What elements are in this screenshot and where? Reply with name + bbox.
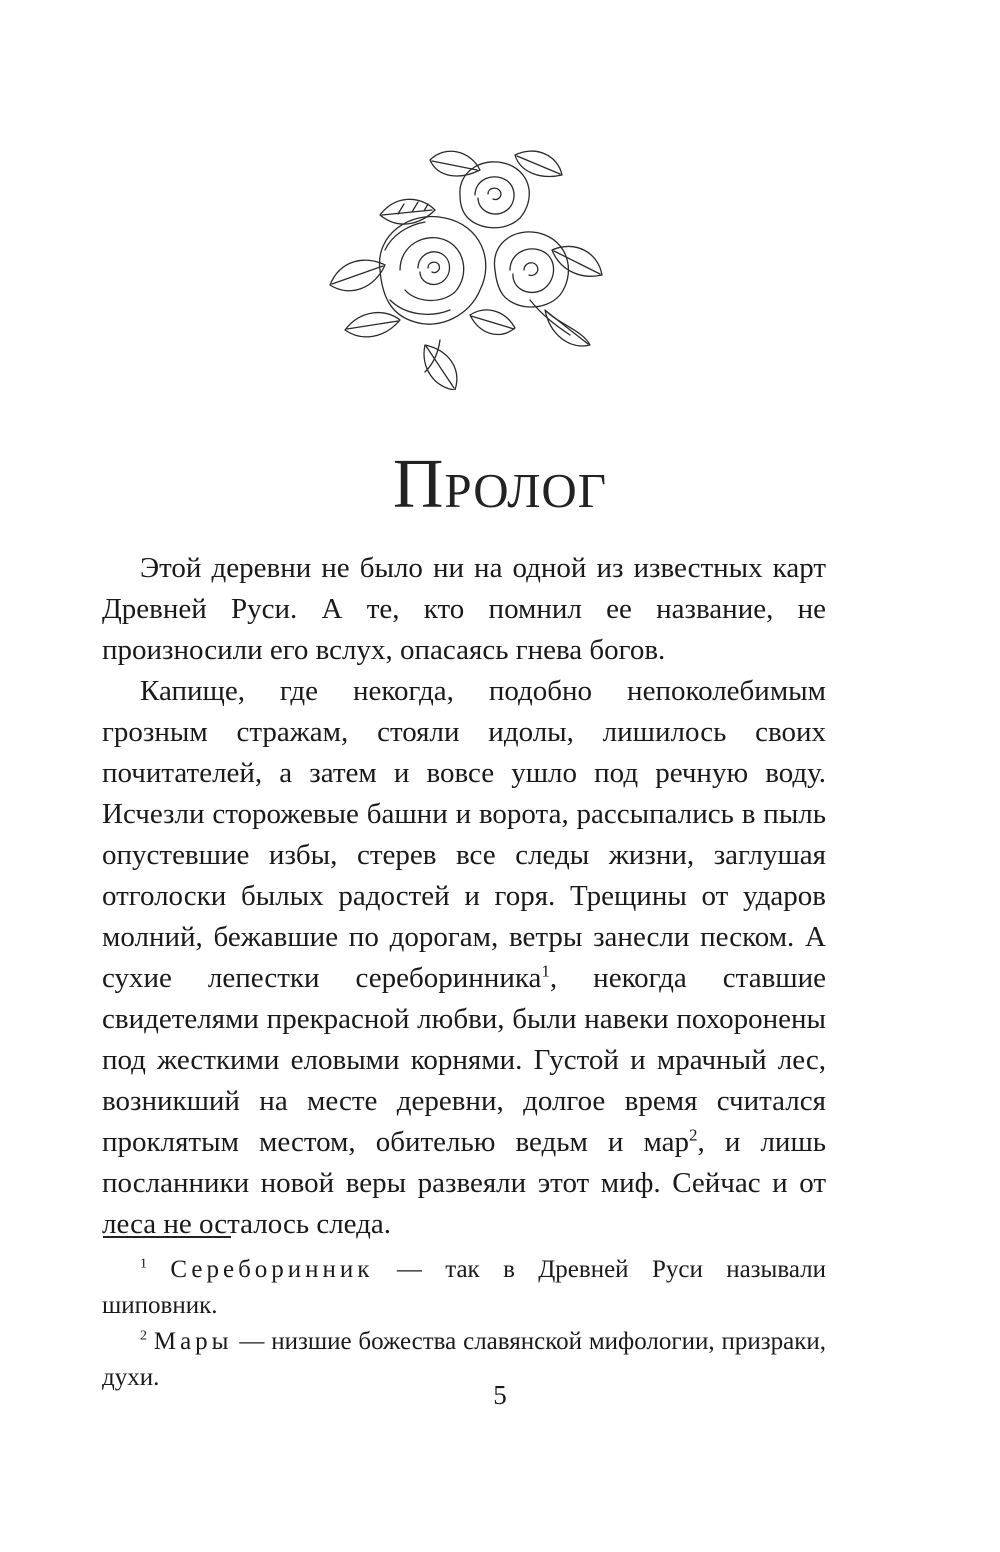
leaf-icon — [380, 199, 435, 224]
footnote-term: Сереборинник — [170, 1256, 374, 1283]
leaf-icon — [552, 246, 602, 276]
leaf-icon — [345, 313, 400, 337]
body-text — [102, 548, 826, 1245]
leaf-icon — [430, 151, 480, 176]
footnote-divider — [103, 1236, 231, 1238]
footnote-marker: 2 — [140, 1328, 147, 1344]
footnote — [102, 1252, 826, 1324]
footnote-definition: — так в Древней Руси называли шиповник. — [102, 1256, 826, 1319]
rose-icon — [460, 162, 529, 228]
paragraph — [102, 548, 826, 671]
page-number: 5 — [493, 1380, 507, 1410]
footnotes — [102, 1252, 826, 1396]
paragraph-text: , некогда ставшие свидетелями прекрасной любви, были навеки похоронены под жесткими еловыми корнями. Густой и мрачный лес, возникший на месте деревни, долгое время считался проклятым местом, обителью ведьм и мар — [102, 962, 826, 1158]
footnote-marker: 1 — [140, 1256, 147, 1272]
footnote-ref: 1 — [541, 961, 550, 981]
paragraph-text: Капище, где некогда, подобно непоколебимым грозным стражам, стояли идолы, лишилось своих почитателей, а затем и вовсе ушло под речную воду. Исчезли сторожевые башни и ворота, рассыпались в пыль опустевшие избы, стерев все следы жизни, заглушая отголоски былых радостей и горя. Трещины от ударов молний, бежавшие по дорогам, ветры занесли песком. А сухие лепестки сереборинника — [102, 675, 826, 994]
leaf-icon — [330, 260, 385, 291]
footnote-ref: 2 — [689, 1125, 698, 1145]
rose-icon — [494, 232, 568, 307]
leaf-icon — [515, 151, 562, 176]
leaf-icon — [470, 310, 515, 335]
paragraph — [102, 671, 826, 1245]
rose-bouquet-icon — [320, 140, 605, 390]
chapter-title: Пролог — [392, 446, 608, 523]
footnote-term: Мары — [153, 1328, 233, 1355]
paragraph-text: Этой деревни не было ни на одной из известных карт Древней Руси. А те, кто помнил ее название, не произносили его вслух, опасаясь гнева богов. — [102, 552, 826, 666]
paragraph-text: , и лишь посланники новой веры развеяли этот миф. Сейчас и от леса не осталось следа. — [102, 1126, 826, 1240]
footnote-definition: — низшие божества славянской мифологии, призраки, духи. — [102, 1328, 826, 1391]
leaf-icon — [545, 310, 590, 346]
rose-icon — [380, 217, 486, 325]
